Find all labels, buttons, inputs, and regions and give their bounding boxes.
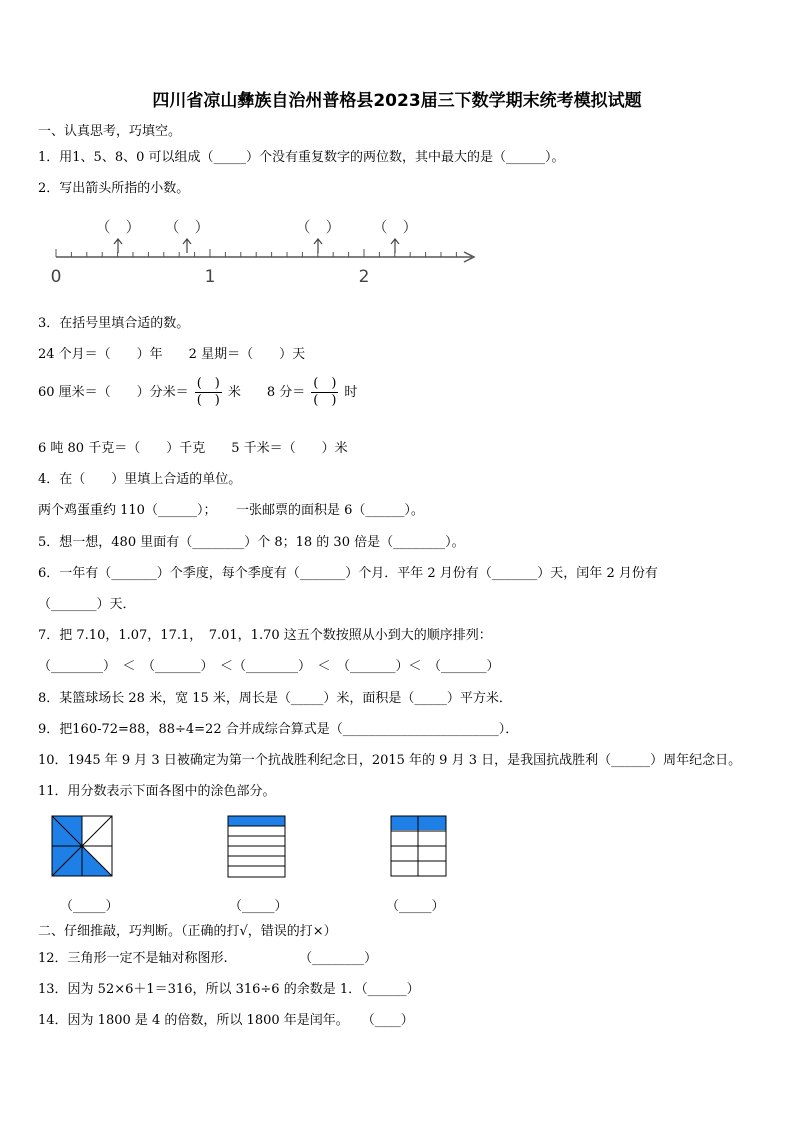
fraction-blank-1: $\frac{( )}{( )}$ xyxy=(196,376,220,408)
fraction-figure-3 xyxy=(390,815,448,879)
fraction-figure-1 xyxy=(51,815,113,877)
arrow-1 xyxy=(95,218,140,253)
axis-label-2: 2 xyxy=(358,267,370,287)
question-4-row: 两个鸡蛋重约 110（______）； 一张邮票的面积是 6（______）。 xyxy=(38,503,424,518)
question-12: 12．三角形一定不是轴对称图形. （________） xyxy=(38,951,378,966)
question-8: 8．某篮球场长 28 米，宽 15 米，周长是（_____）米，面积是（_____）平方米． xyxy=(38,691,512,706)
question-1: 1．用1、5、8、0 可以组成（_____）个没有重复数字的两位数，其中最大的是（______）。 xyxy=(38,150,565,165)
axis-label-0: 0 xyxy=(50,267,62,287)
arrow-2 xyxy=(164,218,209,253)
question-3-row-2 xyxy=(38,376,357,409)
arrow-blank-3: （ ） xyxy=(295,218,341,236)
question-3-row-3: 6 吨 80 千克＝（ ）千克 5 千米＝（ ）米 xyxy=(38,441,348,456)
question-10: 10．1945 年 9 月 3 日被确定为第一个抗战胜利纪念日，2015 年的 9 月 3 日，是我国抗战胜利（______）周年纪念日。 xyxy=(38,753,742,768)
question-3: 3．在括号里填合适的数。 xyxy=(38,316,190,331)
question-7-row: （________） ＜ （_______） ＜（________） ＜ （_______）＜ （_______） xyxy=(38,659,500,674)
number-line-axis xyxy=(56,252,474,262)
question-3-row-1: 24 个月＝（ ）年 2 星期＝（ ）天 xyxy=(38,347,306,362)
number-line-labels xyxy=(51,267,370,287)
section-1-heading: 一、认真思考，巧填空。 xyxy=(38,124,182,139)
question-9: 9．把160-72=88，88÷4=22 合并成综合算式是（________________________）． xyxy=(38,722,519,737)
question-2: 2．写出箭头所指的小数。 xyxy=(38,181,190,196)
question-6-line-1: 6．一年有（_______）个季度，每个季度有（_______）个月．平年 2 月份有（_______）天，闰年 2 月份有 xyxy=(38,566,658,581)
number-line-ticks xyxy=(56,249,456,257)
question-14: 14．因为 1800 是 4 的倍数，所以 1800 年是闰年。 （____） xyxy=(38,1013,414,1028)
question-13: 13．因为 52×6＋1＝316，所以 316÷6 的余数是 1．（______） xyxy=(38,982,420,997)
question-7: 7．把 7.10，1.07，17.1， 7.01，1.70 这五个数按照从小到大的顺序排列： xyxy=(38,628,492,643)
arrow-blank-1: （ ） xyxy=(95,218,141,236)
arrow-blank-2: （ ） xyxy=(164,218,210,236)
question-6-line-2: （_______）天． xyxy=(38,597,136,612)
arrow-4 xyxy=(372,218,417,253)
section-2-heading: 二、仔细推敲，巧判断。（正确的打√，错误的打×） xyxy=(38,924,337,939)
arrow-blank-4: （ ） xyxy=(372,218,418,236)
arrow-3 xyxy=(295,218,340,253)
page-title: 四川省凉山彝族自治州普格县2023届三下数学期末统考模拟试题 xyxy=(152,91,642,111)
question-5: 5．想一想，480 里面有（________）个 8；18 的 30 倍是（________）。 xyxy=(38,535,465,550)
fraction-figure-2 xyxy=(227,815,287,879)
figure-3-blank: （_____） xyxy=(386,899,445,914)
figure-1-blank: （_____） xyxy=(60,899,119,914)
fraction-blank-2: $\frac{( )}{( )}$ xyxy=(313,376,337,408)
question-3-row-2-part-c: 时 xyxy=(344,385,358,400)
question-11: 11．用分数表示下面各图中的涂色部分。 xyxy=(38,784,276,799)
question-3-row-2-part-a: 60 厘米＝（ ）分米＝ xyxy=(38,385,189,400)
axis-label-1: 1 xyxy=(204,267,216,287)
question-4: 4．在（ ）里填上合适的单位。 xyxy=(38,472,242,487)
figure-2-blank: （_____） xyxy=(229,899,288,914)
question-3-row-2-part-b: 米 8 分＝ xyxy=(227,385,306,400)
shaded-part xyxy=(228,816,285,826)
number-line-figure xyxy=(44,212,484,288)
